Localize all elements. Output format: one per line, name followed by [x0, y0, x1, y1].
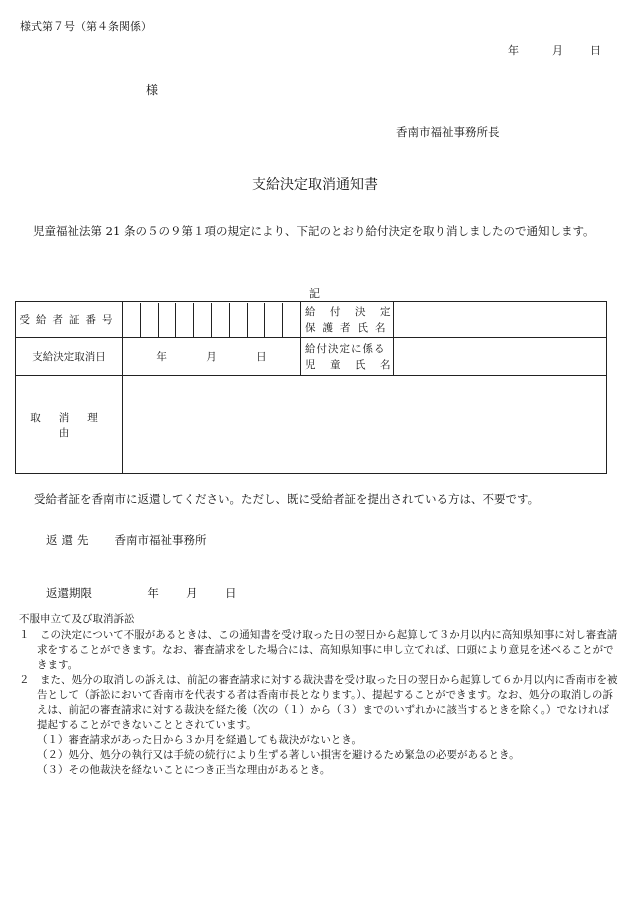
issue-date-month: 月 — [552, 44, 563, 57]
digit-box — [141, 303, 159, 337]
issue-date — [508, 42, 601, 58]
reason-value — [123, 376, 607, 474]
guardian-label-line1: 給 付 決 定 — [305, 305, 393, 318]
digit-box — [123, 303, 141, 337]
cancel-date-label: 支給決定取消日 — [16, 338, 123, 376]
digit-box — [248, 303, 266, 337]
return-deadline — [46, 585, 236, 601]
appeal-heading: 不服申立て及び取消訴訟 — [19, 613, 135, 625]
notice-body: 児童福祉法第 21 条の５の９第１項の規定により、下記のとおり給付決定を取り消しましたので通知します。 — [33, 224, 595, 238]
return-deadline-label: 返還期限 — [46, 586, 92, 600]
form-number: 様式第７号（第４条関係） — [20, 20, 152, 33]
reason-label: 取消理由 — [16, 376, 123, 474]
appeal-sub-2: （２）処分、処分の執行又は手続の続行により生ずる著しい損害を避けるため緊急の必要があるとき。 — [37, 749, 520, 761]
cancel-date-year: 年 — [156, 351, 167, 363]
return-notice: 受給者証を香南市に返還してください。ただし、既に受給者証を提出されている方は、不要です。 — [34, 492, 540, 506]
child-label-line1: 給付決定に係る — [305, 342, 386, 355]
guardian-label-line2: 保護者氏名 — [305, 321, 393, 334]
cancel-date-month: 月 — [206, 351, 217, 363]
cancel-date-day: 日 — [256, 351, 267, 363]
appeal-item-1: １ この決定について不服があるときは、この通知書を受け取った日の翌日から起算して３か月以内に高知県知事に対し審査請求をすることができます。なお、審査請求をした場合には、高知県知事に申し立てれば、口頭により意見を述べることができます。 — [19, 629, 618, 671]
return-destination — [46, 532, 207, 548]
document-title: 支給決定取消通知書 — [252, 177, 378, 193]
return-deadline-month: 月 — [186, 586, 198, 600]
child-name-label — [301, 338, 394, 376]
return-deadline-day: 日 — [224, 586, 237, 600]
digit-box — [159, 303, 177, 337]
return-destination-value: 香南市福祉事務所 — [114, 533, 207, 547]
issuer-name: 香南市福祉事務所長 — [396, 125, 500, 139]
digit-box — [194, 303, 212, 337]
guardian-name-label — [301, 302, 394, 338]
digit-box — [176, 303, 194, 337]
return-destination-label: 返還先 — [46, 533, 93, 547]
issue-date-day: 日 — [590, 44, 601, 57]
return-deadline-year: 年 — [147, 586, 159, 600]
guardian-name-value — [394, 302, 607, 338]
recipient-suffix: 様 — [146, 83, 159, 97]
digit-box — [212, 303, 230, 337]
child-name-value — [394, 338, 607, 376]
ki-mark: 記 — [309, 287, 320, 300]
appeal-sub-3: （３）その他裁決を経ないことにつき正当な理由があるとき。 — [37, 764, 331, 776]
appeal-sub-1: （１）審査請求があった日から３か月を経過しても裁決がないとき。 — [37, 734, 362, 746]
issue-date-year: 年 — [508, 44, 519, 57]
recipient-cert-number-boxes — [123, 302, 301, 338]
cancel-date-value — [123, 338, 301, 376]
digit-box — [230, 303, 248, 337]
digit-box — [265, 303, 283, 337]
appeal-section — [19, 612, 619, 778]
recipient-cert-label: 受給者証番号 — [16, 302, 123, 338]
digit-box — [283, 303, 300, 337]
appeal-item-2: ２ また、処分の取消しの訴えは、前記の審査請求に対する裁決書を受け取った日の翌日から起算して６か月以内に香南市を被告として（訴訟において香南市を代表する者は香南市長となります。）、提起することができます。なお、処分の取消しの訴えは、前記の審査請求に対する裁決を経た後（次の（１）から（３）までのいずれかに該当するときを除く。）でなければ提起することができないこととされています。 — [19, 674, 618, 731]
notice-table — [15, 301, 607, 474]
child-label-line2: 児 童 氏 名 — [305, 358, 393, 371]
